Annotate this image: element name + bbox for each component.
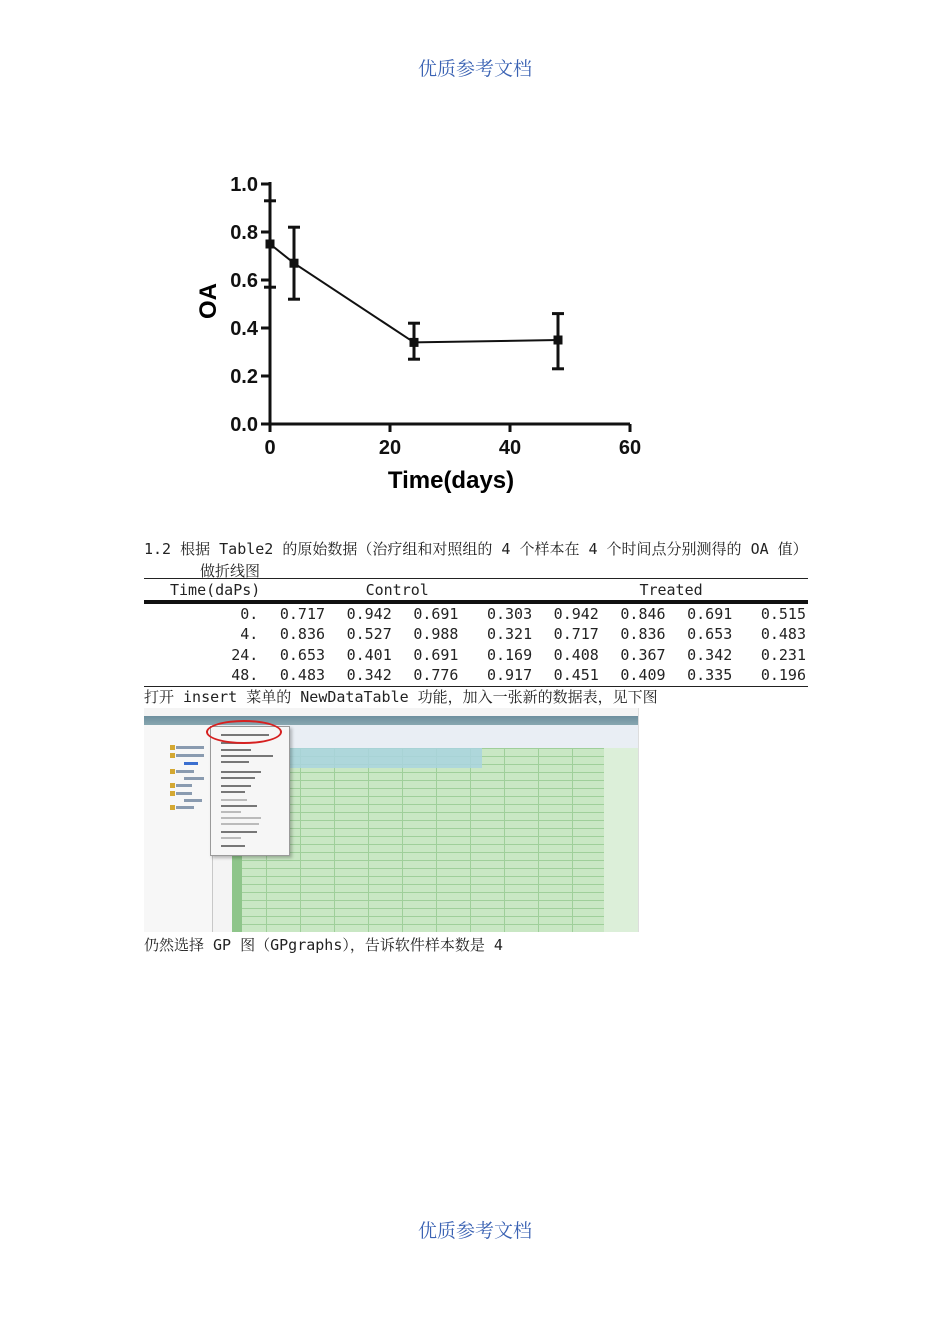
table-cell-value: 0.527 [346,625,392,644]
raw-data-table [144,578,808,687]
table-cell-value: 0.303 [486,604,533,623]
data-point [410,338,419,347]
table-cell-time: 0. [240,604,259,623]
paragraph-2: 打开 insert 菜单的 NewDataTable 功能，加入一张新的数据表，见下图 [144,688,658,706]
table-cell-value: 0.836 [620,625,666,644]
table-cell-value: 0.367 [620,645,666,664]
table-cell-value: 0.917 [460,666,534,687]
highlight-circle-icon [206,720,282,744]
table-header-row [144,579,808,603]
x-axis-label: Time(days) [387,467,515,494]
data-point [266,240,275,249]
table-cell-value: 0.942 [553,604,599,623]
raw-data-table-wrapper [144,578,808,687]
table-cell-value: 0.342 [687,645,733,664]
page-header: 优质参考文档 [417,58,532,80]
header-time: Time(daPs) [144,579,260,603]
table-cell-value: 0.409 [601,666,668,687]
table-cell-value: 0.653 [687,625,733,644]
table-cell-value: 0.653 [279,645,326,664]
paragraph-1-line-2: 做折线图 [200,562,261,580]
table-body [144,602,808,687]
y-tick-label: 0.2 [230,366,258,388]
y-tick-label: 0.4 [230,318,258,340]
paragraph-1-line-1: 1.2 根据 Table2 的原始数据（治疗组和对照组的 4 个样本在 4 个时间点分别测得的 OA 值） [144,540,808,558]
data-point [554,336,563,345]
x-tick-label: 20 [378,437,402,459]
table-row [144,625,808,646]
table-cell-value: 0.942 [346,604,392,623]
screenshot-navigator [144,725,213,932]
table-row [144,602,808,625]
table-cell-value: 0.515 [760,604,806,623]
screenshot-insert-menu [210,726,290,856]
table-cell-value: 0.483 [760,625,806,644]
table-cell-value: 0.401 [346,645,392,664]
table-cell-value: 0.691 [413,645,459,664]
table-cell-value: 0.342 [327,666,394,687]
table-cell-time: 48. [144,666,260,687]
table-cell-value: 0.321 [486,625,533,644]
table-cell-value: 0.408 [553,645,599,664]
y-tick-label: 1.0 [230,174,258,196]
table-cell-value: 0.776 [394,666,461,687]
y-tick-label: 0.0 [230,414,258,436]
table-cell-value: 0.846 [620,604,666,623]
table-cell-value: 0.451 [534,666,601,687]
y-tick-label: 0.8 [230,222,258,244]
table-cell-value: 0.196 [734,666,808,687]
y-tick-label: 0.6 [230,270,258,292]
table-cell-time: 4. [240,625,259,644]
table-cell-value: 0.335 [668,666,735,687]
paragraph-3: 仍然选择 GP 图（GPgraphs），告诉软件样本数是 4 [144,936,503,954]
chart-axes [230,174,641,459]
header-treated: Treated [534,579,808,603]
page-footer: 优质参考文档 [417,1220,532,1242]
x-tick-label: 0 [264,437,276,459]
table-cell-value: 0.988 [413,625,459,644]
table-cell-value: 0.691 [687,604,733,623]
graphpad-screenshot [144,708,639,932]
table-cell-value: 0.231 [760,645,806,664]
table-cell-value: 0.169 [486,645,533,664]
x-tick-label: 60 [618,437,642,459]
table-cell-value: 0.717 [553,625,599,644]
table-cell-value: 0.483 [260,666,327,687]
table-row [144,645,808,666]
table-cell-time: 24. [231,645,259,664]
screenshot-grid-right [604,748,638,932]
table-cell-value: 0.691 [413,604,459,623]
table-row [144,666,808,687]
x-tick-label: 40 [498,437,522,459]
y-axis-label: OA [195,283,222,319]
table-cell-value: 0.717 [279,604,326,623]
data-point [290,259,299,268]
table-cell-value: 0.836 [279,625,326,644]
header-control: Control [260,579,534,603]
oa-line-chart [186,166,656,506]
chart-marks [264,201,564,369]
